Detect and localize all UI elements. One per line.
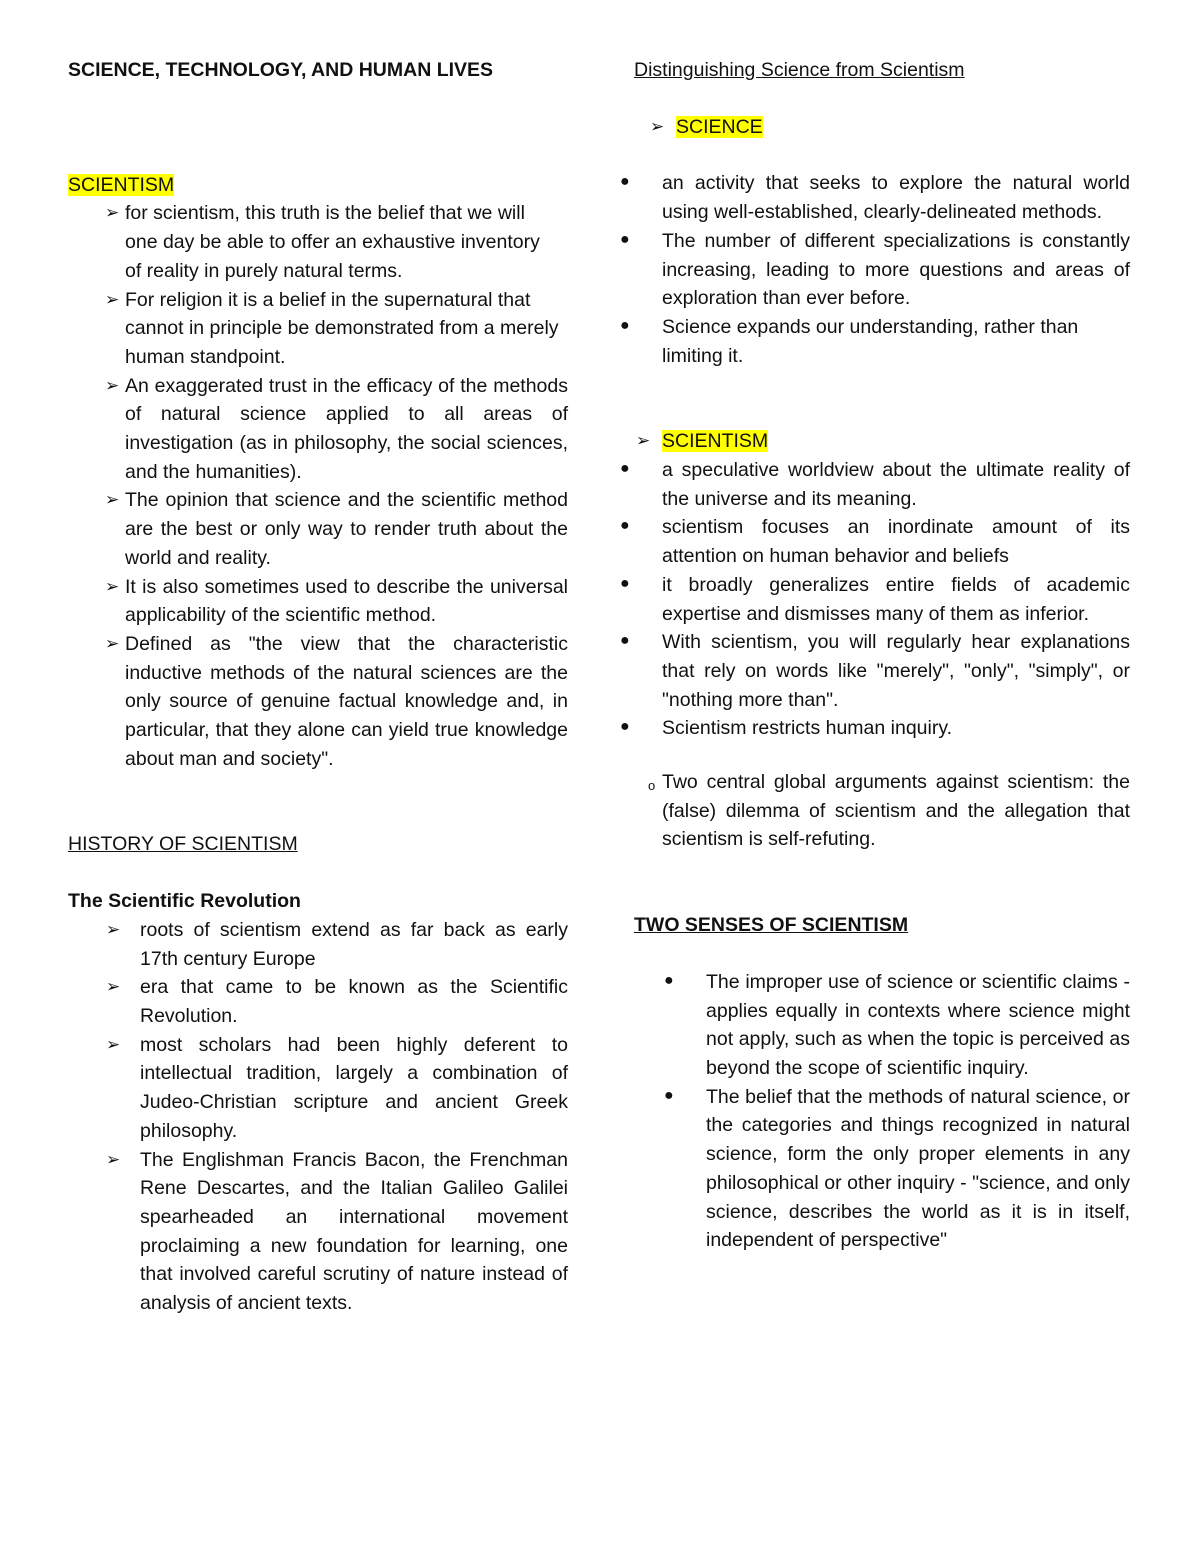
scientism-traits-list: [620, 456, 1130, 743]
scientism-label: SCIENTISM: [662, 430, 769, 453]
dot-bullet-icon: ●: [620, 173, 630, 191]
science-heading: [620, 113, 1130, 142]
revolution-heading: The Scientific Revolution: [68, 890, 301, 913]
list-item: ➢ most scholars had been highly deferent to intellectual tradition, largely a combination of Judeo-Christian scripture and ancient Greek philosophy.: [68, 1031, 568, 1146]
right-column: [620, 56, 1130, 1255]
document-title: SCIENCE, TECHNOLOGY, AND HUMAN LIVES: [68, 59, 494, 81]
list-item: ● The number of different specializations is constantly increasing, leading to more questions and areas of exploration than ever before.: [620, 227, 1130, 313]
dot-bullet-icon: ●: [620, 574, 630, 592]
arrow-bullet-icon: ➢: [106, 977, 121, 997]
dot-bullet-icon: ●: [620, 460, 630, 478]
revolution-list: [68, 916, 568, 1318]
arguments-note: o Two central global arguments against scientism: the (false) dilemma of scientism and the allegation that scientism is self-refuting.: [648, 771, 1130, 851]
list-item: ● Science expands our understanding, rather than limiting it.: [620, 313, 1130, 370]
arrow-bullet-icon: ➢: [105, 375, 120, 395]
left-column: [68, 56, 568, 1318]
dot-bullet-icon: ●: [620, 517, 630, 535]
list-item: ➢ The opinion that science and the scientific method are the best or only way to render truth about the world and reality.: [68, 486, 568, 572]
dot-bullet-icon: ●: [620, 230, 630, 248]
list-item: ➢ For religion it is a belief in the supernatural that cannot in principle be demonstrated from a merely human standpoint.: [68, 286, 568, 372]
dot-bullet-icon: ●: [664, 1086, 674, 1104]
arrow-bullet-icon: ➢: [105, 576, 120, 596]
list-item: ● The belief that the methods of natural science, or the categories and things recognized in natural science, form the only proper elements in any philosophical or other inquiry - "science, and only science, describes the world as it is in itself, independent of perspective": [620, 1083, 1130, 1255]
arrow-bullet-icon: ➢: [636, 431, 651, 451]
arrow-bullet-icon: ➢: [106, 1034, 121, 1054]
list-item: ➢ era that came to be known as the Scientific Revolution.: [68, 973, 568, 1030]
arrow-bullet-icon: ➢: [106, 1149, 121, 1169]
two-senses-list: [620, 968, 1130, 1255]
list-item: ● an activity that seeks to explore the natural world using well-established, clearly-delineated methods.: [620, 169, 1130, 226]
list-item: ➢ An exaggerated trust in the efficacy of the methods of natural science applied to all areas of investigation (as in philosophy, the social sciences, and the humanities).: [68, 372, 568, 487]
dot-bullet-icon: ●: [620, 632, 630, 650]
dot-bullet-icon: ●: [664, 971, 674, 989]
list-item: ➢ Defined as "the view that the characteristic inductive methods of the natural sciences are the only source of genuine factual knowledge and, in particular, that they alone can yield true knowledge about man and society".: [68, 630, 568, 774]
scientism-heading: [68, 171, 568, 200]
dot-bullet-icon: ●: [620, 718, 630, 736]
two-senses-heading: TWO SENSES OF SCIENTISM: [634, 914, 909, 937]
list-item: ● a speculative worldview about the ultimate reality of the universe and its meaning.: [620, 456, 1130, 513]
arrow-bullet-icon: ➢: [106, 919, 121, 939]
science-label: SCIENCE: [676, 115, 763, 138]
arrow-bullet-icon: ➢: [105, 203, 120, 223]
arrow-bullet-icon: ➢: [105, 633, 120, 653]
list-item: ➢ roots of scientism extend as far back as early 17th century Europe: [68, 916, 568, 973]
arrow-bullet-icon: ➢: [105, 289, 120, 309]
scientism-subheading: [620, 427, 1130, 456]
distinguishing-heading: Distinguishing Science from Scientism: [634, 59, 965, 81]
arrow-bullet-icon: ➢: [105, 490, 120, 510]
dot-bullet-icon: ●: [620, 316, 630, 334]
science-list: [620, 169, 1130, 370]
arrow-bullet-icon: ➢: [650, 116, 665, 136]
circle-bullet-icon: o: [648, 778, 656, 794]
list-item: ➢ for scientism, this truth is the belief that we will one day be able to offer an exhaustive inventory of reality in purely natural terms.: [68, 199, 568, 285]
history-heading: HISTORY OF SCIENTISM: [68, 833, 298, 856]
list-item: ● With scientism, you will regularly hear explanations that rely on words like "merely", "only", "simply", or "nothing more than".: [620, 628, 1130, 714]
scientism-heading-text: SCIENTISM: [68, 173, 175, 196]
list-item: ➢ The Englishman Francis Bacon, the Frenchman Rene Descartes, and the Italian Galileo Galilei spearheaded an international movement proclaiming a new foundation for learning, one that involved careful scrutiny of nature instead of analysis of ancient texts.: [68, 1146, 568, 1318]
scientism-definition-list: [68, 199, 568, 773]
list-item: ● The improper use of science or scientific claims - applies equally in contexts where science might not apply, such as when the topic is perceived as beyond the scope of scientific inquiry.: [620, 968, 1130, 1083]
list-item: ➢ It is also sometimes used to describe the universal applicability of the scientific method.: [68, 573, 568, 630]
list-item: ● it broadly generalizes entire fields of academic expertise and dismisses many of them as inferior.: [620, 571, 1130, 628]
list-item: ● Scientism restricts human inquiry.: [620, 714, 1130, 743]
list-item: ● scientism focuses an inordinate amount of its attention on human behavior and beliefs: [620, 513, 1130, 570]
